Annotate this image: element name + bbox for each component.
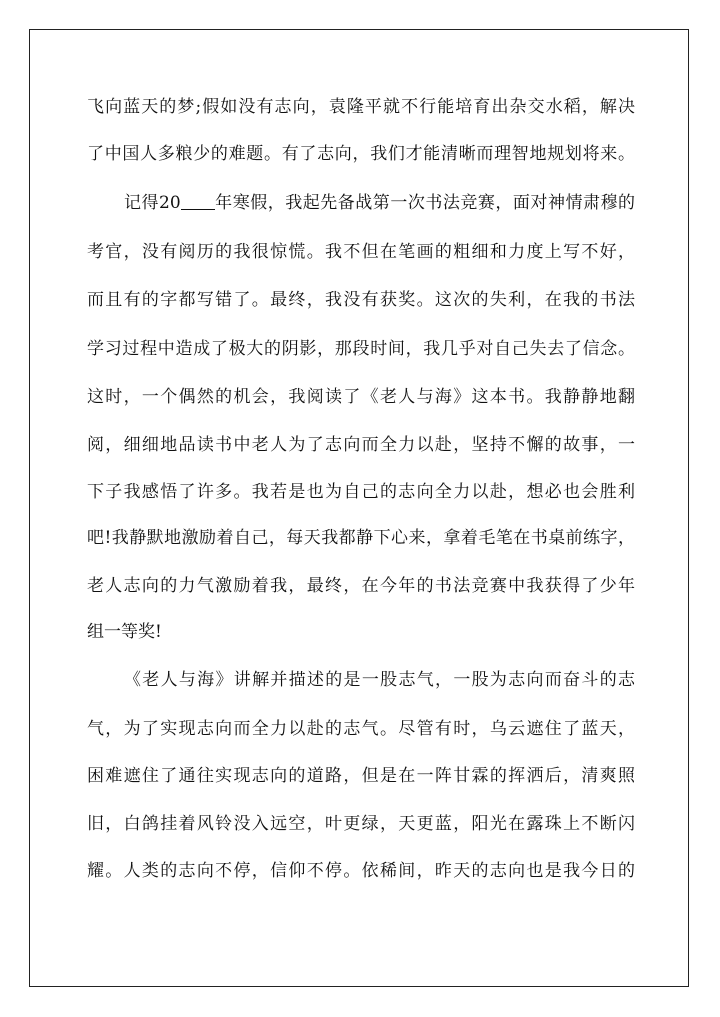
text-line-10: 吧!我静默地激励着自己，每天我都静下心来，拿着毛笔在书桌前练字， xyxy=(87,528,635,548)
text-line-7: 这时，一个偶然的机会，我阅读了《老人与海》这本书。我静静地翻 xyxy=(87,387,635,407)
page-border xyxy=(29,29,689,987)
text-fragment-year-suffix: 年寒假，我起先备战第一次书法竞赛，面对神情肃穆的 xyxy=(214,193,636,213)
year-blank-underline xyxy=(181,192,215,210)
text-line-11: 老人志向的力气激励着我，最终，在今年的书法竞赛中我获得了少年 xyxy=(87,576,635,596)
text-line-5: 而且有的字都写错了。最终，我没有获奖。这次的失利，在我的书法 xyxy=(87,290,635,310)
text-line-14: 气，为了实现志向而全力以赴的志气。尽管有时，乌云遮住了蓝天， xyxy=(87,719,635,739)
text-line-17: 耀。人类的志向不停，信仰不停。依稀间，昨天的志向也是我今日的 xyxy=(87,861,635,881)
text-line-16: 旧，白鸽挂着风铃没入远空，叶更绿，天更蓝，阳光在露珠上不断闪 xyxy=(87,814,635,834)
text-line-15: 困难遮住了通往实现志向的道路，但是在一阵甘霖的挥洒后，清爽照 xyxy=(87,766,635,786)
text-fragment-year-prefix: 记得20 xyxy=(124,193,181,213)
text-line-1: 飞向蓝天的梦;假如没有志向，袁隆平就不行能培育出杂交水稻，解决 xyxy=(87,97,635,117)
text-line-9: 下子我感悟了许多。我若是也为自己的志向全力以赴，想必也会胜利 xyxy=(87,482,635,502)
text-line-13: 《老人与海》讲解并描述的是一股志气，一股为志向而奋斗的志 xyxy=(124,670,635,690)
text-line-2: 了中国人多粮少的难题。有了志向，我们才能清晰而理智地规划将来。 xyxy=(87,144,635,164)
text-line-12: 组一等奖! xyxy=(87,622,162,642)
text-line-4: 考官，没有阅历的我很惊慌。我不但在笔画的粗细和力度上写不好， xyxy=(87,242,635,262)
text-line-6: 学习过程中造成了极大的阴影，那段时间，我几乎对自己失去了信念。 xyxy=(87,339,635,359)
text-line-8: 阅，细细地品读书中老人为了志向而全力以赴，坚持不懈的故事，一 xyxy=(87,435,635,455)
text-line-3 xyxy=(124,189,635,217)
